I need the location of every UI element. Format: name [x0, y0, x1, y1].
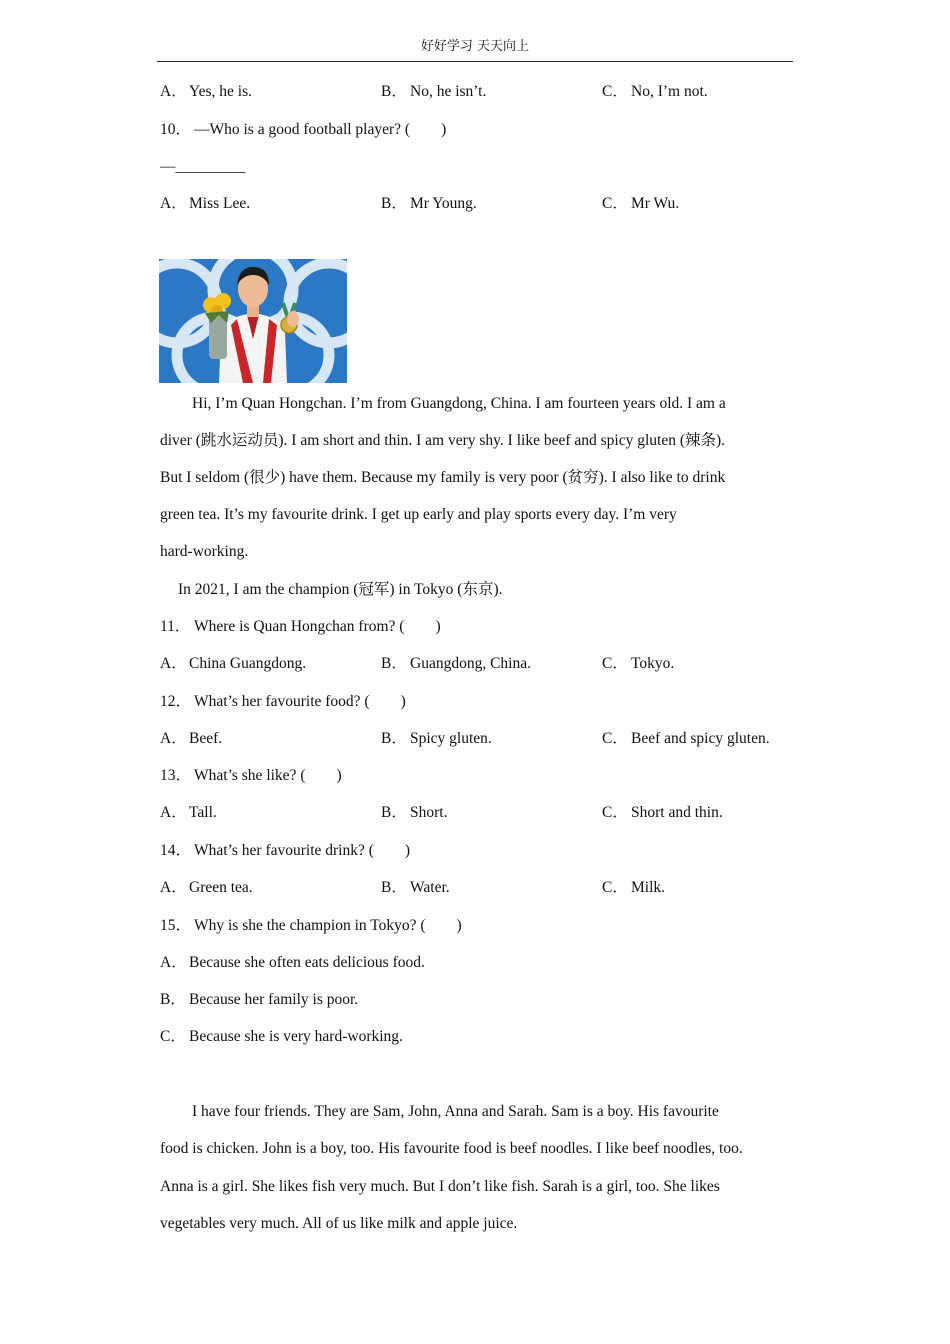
- q14-question: 14． What’s her favourite drink? ( ): [160, 842, 411, 859]
- q10-option-a: A． Miss Lee.: [160, 195, 251, 212]
- header-title: 好好学习 天天向上: [420, 39, 530, 54]
- q15-option-b: B． Because her family is poor.: [160, 991, 359, 1008]
- q11-question: 11． Where is Quan Hongchan from? ( ): [160, 618, 441, 635]
- q13-option-b: B． Short.: [381, 804, 448, 821]
- q13-option-a: A． Tall.: [160, 804, 217, 821]
- q10-answer-line: —_________: [160, 158, 246, 175]
- passage2-line-2: food is chicken. John is a boy, too. His favourite food is beef noodles. I like beef noodles, too.: [160, 1140, 743, 1157]
- q15-option-a: A． Because she often eats delicious food.: [160, 954, 425, 971]
- passage1-line-4: green tea. It’s my favourite drink. I get up early and play sports every day. I’m very: [160, 506, 677, 523]
- passage1-line-5: hard-working.: [160, 543, 249, 560]
- passage2-line-4: vegetables very much. All of us like milk and apple juice.: [160, 1215, 518, 1232]
- q9-option-c: C． No, I’m not.: [602, 83, 708, 100]
- q9-option-b: B． No, he isn’t.: [381, 83, 487, 100]
- passage2-line-3: Anna is a girl. She likes fish very much. But I don’t like fish. Sarah is a girl, too. She likes: [160, 1178, 720, 1195]
- q15-option-c: C． Because she is very hard-working.: [160, 1028, 403, 1045]
- q14-option-a: A． Green tea.: [160, 879, 253, 896]
- passage1-line-2: diver (跳水运动员). I am short and thin. I am very shy. I like beef and spicy gluten (辣条).: [160, 432, 726, 449]
- q10-question: 10． —Who is a good football player? ( ): [160, 121, 447, 138]
- passage1-line-3: But I seldom (很少) have them. Because my family is very poor (贫穷). I also like to drink: [160, 469, 726, 486]
- q12-question: 12． What’s her favourite food? ( ): [160, 693, 406, 710]
- page-header: [157, 37, 793, 62]
- q11-option-c: C． Tokyo.: [602, 655, 675, 672]
- q14-option-c: C． Milk.: [602, 879, 666, 896]
- diver-photo: [159, 259, 347, 383]
- passage1-line-6: In 2021, I am the champion (冠军) in Tokyo (东京).: [178, 581, 503, 598]
- q12-option-b: B． Spicy gluten.: [381, 730, 492, 747]
- q15-question: 15． Why is she the champion in Tokyo? ( ): [160, 917, 462, 934]
- passage1-line-1: Hi, I’m Quan Hongchan. I’m from Guangdong, China. I am fourteen years old. I am a: [192, 395, 726, 412]
- q13-option-c: C． Short and thin.: [602, 804, 723, 821]
- q12-option-c: C． Beef and spicy gluten.: [602, 730, 770, 747]
- q14-option-b: B． Water.: [381, 879, 450, 896]
- q11-option-a: A． China Guangdong.: [160, 655, 307, 672]
- q11-option-b: B． Guangdong, China.: [381, 655, 531, 672]
- passage2-line-1: I have four friends. They are Sam, John, Anna and Sarah. Sam is a boy. His favourite: [192, 1103, 719, 1120]
- q10-option-b: B． Mr Young.: [381, 195, 477, 212]
- q10-option-c: C． Mr Wu.: [602, 195, 680, 212]
- q12-option-a: A． Beef.: [160, 730, 223, 747]
- q13-question: 13． What’s she like? ( ): [160, 767, 342, 784]
- q9-option-a: A． Yes, he is.: [160, 83, 253, 100]
